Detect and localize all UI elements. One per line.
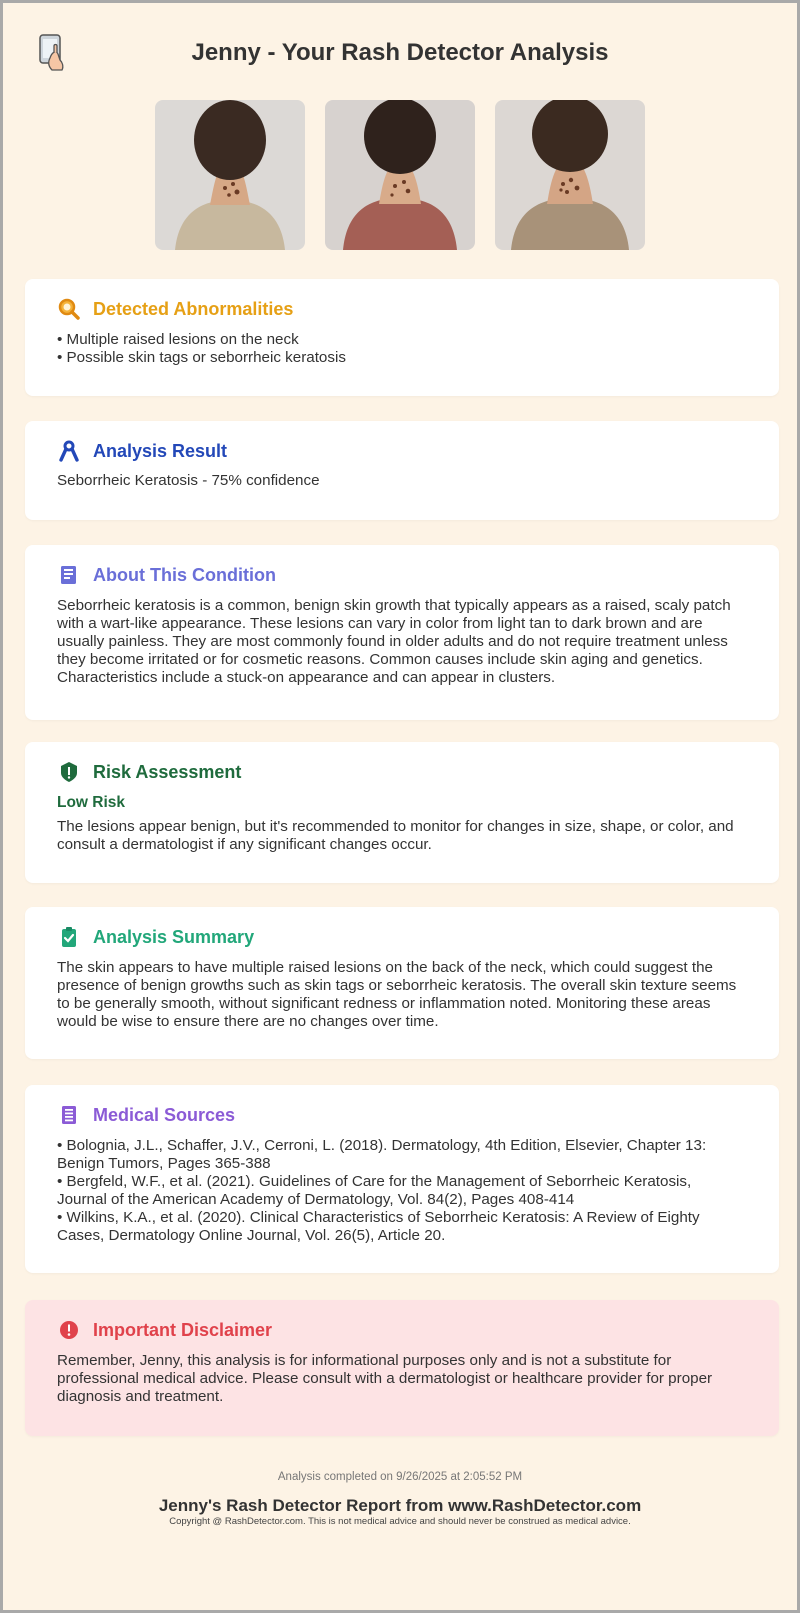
source-item: • Bolognia, J.L., Schaffer, J.V., Cerroni, L. (2018). Dermatology, 4th Edition, Elsevier, Chapter 13: Benign Tumors, Pages 365-388 bbox=[57, 1137, 707, 1172]
about-condition-card bbox=[25, 545, 779, 720]
header bbox=[3, 3, 797, 93]
page-title: Jenny - Your Rash Detector Analysis bbox=[191, 39, 609, 66]
analysis-result-card bbox=[25, 421, 779, 520]
analysis-result-heading: Analysis Result bbox=[93, 440, 228, 461]
neck-photo-1[interactable] bbox=[155, 100, 305, 250]
completion-timestamp: Analysis completed on 9/26/2025 at 2:05:52 PM bbox=[277, 1471, 523, 1483]
analysis-summary-heading: Analysis Summary bbox=[93, 926, 255, 947]
list-item: • Possible skin tags or seborrheic keratosis bbox=[57, 349, 346, 366]
photo-gallery bbox=[155, 100, 645, 250]
magnifier-icon bbox=[57, 297, 81, 321]
neck-photo-3[interactable] bbox=[495, 100, 645, 250]
medical-sources-card bbox=[25, 1085, 779, 1273]
analysis-summary-card bbox=[25, 907, 779, 1059]
book-icon bbox=[57, 563, 81, 587]
neck-photo-2[interactable] bbox=[325, 100, 475, 250]
alert-icon bbox=[57, 1318, 81, 1342]
medical-sources-heading: Medical Sources bbox=[93, 1104, 236, 1125]
clipboard-check-icon bbox=[57, 925, 81, 949]
risk-assessment-card bbox=[25, 742, 779, 883]
analysis-result-text: Seborrheic Keratosis - 75% confidence bbox=[57, 472, 320, 489]
about-condition-text: Seborrheic keratosis is a common, benign skin growth that typically appears as a raised, scaly patch with a wart-like appearance. These lesions can vary in color from light tan to dark brown and are usually painless. They are most commonly found in older adults and do not require treatment unless they become irritated or for cosmetic reasons. Common causes include skin aging and genetics. Characteristics include a stuck-on appearance and can appear in clusters. bbox=[57, 597, 731, 686]
about-condition-heading: About This Condition bbox=[93, 564, 276, 585]
disclaimer-card bbox=[25, 1300, 779, 1436]
source-item: • Wilkins, K.A., et al. (2020). Clinical Characteristics of Seborrheic Keratosis: A Review of Eighty Cases, Dermatology Online Journal, Vol. 26(5), Article 20. bbox=[57, 1209, 700, 1244]
analysis-summary-text: The skin appears to have multiple raised lesions on the back of the neck, which could suggest the presence of benign growths such as skin tags or seborrheic keratosis. The overall skin texture seems to be generally smooth, without significant redness or inflammation noted. Monitoring these areas would be wise to ensure there are no changes over time. bbox=[57, 959, 737, 1030]
source-item: • Bergfeld, W.F., et al. (2021). Guidelines of Care for the Management of Seborrheic Keratosis, Journal of the American Academy of Dermatology, Vol. 84(2), Pages 408-414 bbox=[57, 1173, 692, 1208]
shield-icon bbox=[57, 760, 81, 784]
disclaimer-text: Remember, Jenny, this analysis is for informational purposes only and is not a substitute for professional medical advice. Please consult with a dermatologist or healthcare provider for proper diagnosis and treatment. bbox=[57, 1352, 713, 1405]
copyright-notice: Copyright @ RashDetector.com. This is not medical advice and should never be construed as medical advice. bbox=[169, 1516, 631, 1527]
notebook-icon bbox=[57, 1103, 81, 1127]
abnormalities-card bbox=[25, 279, 779, 396]
ribbon-icon bbox=[57, 439, 81, 463]
report-source-title: Jenny's Rash Detector Report from www.RashDetector.com bbox=[158, 1496, 642, 1515]
risk-text: The lesions appear benign, but it's recommended to monitor for changes in size, shape, or color, and consult a dermatologist if any significant changes occur. bbox=[57, 818, 734, 853]
risk-level: Low Risk bbox=[57, 794, 126, 811]
risk-assessment-heading: Risk Assessment bbox=[93, 761, 242, 782]
list-item: • Multiple raised lesions on the neck bbox=[57, 331, 299, 348]
disclaimer-heading: Important Disclaimer bbox=[93, 1319, 273, 1340]
abnormalities-heading: Detected Abnormalities bbox=[93, 298, 294, 319]
